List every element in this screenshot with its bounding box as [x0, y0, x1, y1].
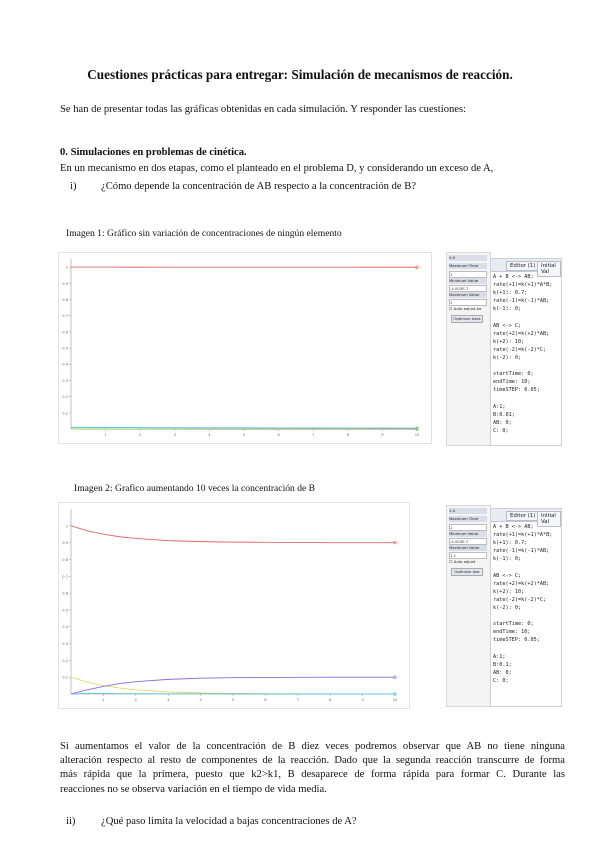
code-line: startTime: 0; [493, 371, 534, 378]
editor-code[interactable] [493, 273, 552, 435]
x-tick-label: 1 [104, 433, 107, 437]
code-line [493, 394, 552, 402]
x-tick-label: 10 [392, 698, 398, 702]
section-text: En un mecanismo en dos etapas, como el planteado en el problema D, y considerando un exceso de A, [60, 163, 494, 174]
figure-2-chart [58, 502, 410, 709]
code-line: rate(-2)=k(-2)*C; [493, 596, 547, 603]
conclusion-line: más rápida que la primera, puesto que k2>k1, B desaparece de forma rápida para formar C. Durante las [60, 769, 565, 781]
x-tick-label: 7 [312, 433, 315, 437]
code-line: rate(+2)=k(+2)*AB; [493, 580, 550, 587]
code-line [493, 612, 552, 620]
code-line: startTime: 0; [493, 621, 534, 628]
section-heading: 0. Simulaciones en problemas de cinética. [60, 147, 247, 158]
code-line: rate(-1)=k(-1)*AB; [493, 548, 550, 555]
code-line [493, 563, 552, 571]
y-tick-label: 0.5 [62, 346, 68, 351]
code-line: timeSTEP: 0.05; [493, 387, 540, 394]
question-2-text: ¿Qué paso limita la velocidad a bajas concentraciones de A? [101, 816, 357, 827]
x-tick-label: 5 [242, 433, 246, 437]
y-tick-label: 0.3 [62, 378, 68, 383]
code-line [493, 362, 552, 370]
x-tick-label: 6 [277, 433, 280, 437]
x-tick-label: 9 [361, 698, 364, 702]
code-line: C: 0; [493, 677, 509, 684]
code-line: A + B <-> AB; [493, 524, 534, 530]
tab-editor[interactable]: Editor (1) [506, 511, 539, 521]
question-1-number: i) [70, 181, 77, 192]
editor-code[interactable] [493, 523, 552, 685]
max-time-label: Maximum Time [449, 263, 487, 269]
y-tick-label: 0.3 [62, 642, 68, 647]
x-tick-label: 6 [264, 698, 267, 702]
code-line: AB: 0; [493, 419, 512, 426]
code-line: k(+1): 0.7; [493, 540, 528, 547]
tab-editor[interactable]: Editor (1) [506, 261, 539, 271]
code-line: rate(+2)=k(+2)*AB; [493, 330, 550, 337]
y-tick-label: 0.1 [62, 675, 68, 680]
x-tick-label: 9 [381, 433, 384, 437]
max-value-label: Maximum Value [449, 292, 487, 298]
conclusion-line: alteración respecto al resto de componentes de la reacción. Dado que la segunda reacción transcurre de forma [60, 755, 565, 767]
panel-label: 0.0 [449, 255, 487, 261]
figure-2-editor [490, 508, 562, 707]
optimize-axes-button[interactable]: Optimize Axes [451, 315, 483, 323]
code-line: endTime: 10; [493, 629, 531, 636]
min-value-label: Minimum Value [449, 278, 487, 284]
y-tick-label: 0.2 [62, 395, 68, 400]
code-line: rate(-1)=k(-1)*AB; [493, 298, 550, 305]
y-tick-label: 0.8 [62, 297, 68, 302]
code-line: endTime: 10; [493, 379, 531, 386]
y-tick-label: 0.8 [62, 557, 68, 562]
series-b-line [71, 677, 395, 694]
series-c-line [71, 677, 395, 694]
code-line: k(+2): 10; [493, 588, 525, 595]
optimize-axes-button[interactable]: Optimize Axe [451, 568, 483, 576]
code-line: A + B <-> AB; [493, 274, 534, 280]
auto-adjust-label: Auto adjust Ax [453, 306, 482, 311]
code-line: k(+2): 10; [493, 338, 525, 345]
code-line: k(-1): 0; [493, 306, 522, 313]
y-tick-label: 0.7 [62, 574, 68, 579]
figure-1-chart [58, 252, 432, 444]
y-tick-label: 0.4 [62, 625, 68, 630]
x-tick-label: 3 [173, 433, 176, 437]
y-tick-label: 0.5 [62, 608, 68, 613]
code-line: k(+1): 0.7; [493, 290, 528, 297]
y-tick-label: 0.6 [62, 330, 68, 335]
x-tick-label: 4 [199, 698, 202, 702]
x-tick-label: 4 [208, 433, 211, 437]
x-tick-label: 8 [329, 698, 332, 702]
code-line: A:1; [493, 403, 506, 410]
figure-1-editor [490, 258, 562, 446]
code-line: k(-2): 0; [493, 354, 522, 361]
x-tick-label: 8 [346, 433, 349, 437]
x-tick-label: 7 [296, 698, 299, 702]
max-value-label: Maximum Value [449, 545, 487, 551]
code-line: A:1; [493, 653, 506, 660]
max-value-input[interactable]: 1 [449, 299, 487, 306]
auto-adjust-label: Auto adjust [453, 559, 476, 564]
figure-2-caption: Imagen 2: Grafico aumentando 10 veces la concentración de B [74, 483, 316, 494]
x-tick-label: 3 [167, 698, 170, 702]
max-time-input[interactable]: 1 [449, 524, 487, 531]
code-line: B:0.01; [493, 411, 515, 418]
tab-initial-values[interactable]: Initial Val [537, 261, 561, 277]
auto-adjust-checkbox[interactable]: ☐ Auto adjust [449, 559, 476, 564]
code-line: rate(+1)=k(+1)*A*B; [493, 532, 553, 539]
code-line: C: 0; [493, 427, 509, 434]
code-line: AB <-> C; [493, 572, 522, 579]
figure-1-options-panel [446, 252, 491, 446]
auto-adjust-checkbox[interactable]: ☐ Auto adjust Ax [449, 306, 482, 311]
min-value-input[interactable]: -4.003E-7 [449, 538, 487, 545]
question-1-text: ¿Cómo depende la concentración de AB respecto a la concentración de B? [101, 181, 417, 192]
y-tick-label: 0.1 [62, 411, 68, 416]
x-tick-label: 10 [414, 433, 420, 437]
series-a-line [71, 526, 395, 543]
code-line: AB: 0; [493, 669, 512, 676]
y-tick-label: 0.6 [62, 591, 68, 596]
figure-2-options-panel [446, 505, 491, 707]
editor-tabs [491, 259, 561, 275]
panel-label: 1.0 [449, 508, 487, 514]
conclusion-paragraph [60, 740, 565, 797]
code-line [493, 313, 552, 321]
code-line: rate(-2)=k(-2)*C; [493, 346, 547, 353]
tab-initial-values[interactable]: Initial Val [537, 511, 561, 527]
conclusion-line: Si aumentamos el valor de la concentración de B diez veces podremos observar que AB no tiene ninguna [60, 741, 565, 752]
y-tick-label: 0.7 [62, 314, 68, 319]
x-tick-label: 1 [102, 698, 105, 702]
code-line: timeSTEP: 0.05; [493, 637, 540, 644]
code-line: k(-1): 0; [493, 556, 522, 563]
min-value-input[interactable]: -4.003E-7 [449, 285, 487, 292]
y-tick-label: 0.2 [62, 658, 68, 663]
y-tick-label: 1 [65, 265, 68, 270]
code-line: B:0.1; [493, 661, 512, 668]
figure-1-caption: Imagen 1: Gráfico sin variación de concentraciones de ningún elemento [66, 228, 342, 239]
y-tick-label: 0.9 [62, 541, 68, 546]
min-value-label: Minimum Value [449, 531, 487, 537]
x-tick-label: 2 [139, 433, 142, 437]
code-line: k(-2): 0; [493, 604, 522, 611]
conclusion-line: reacciones no se observa variación en el tiempo de vida media. [60, 783, 327, 795]
code-line: rate(+1)=k(+1)*A*B; [493, 282, 553, 289]
x-tick-label: 2 [134, 698, 137, 702]
max-time-input[interactable]: 1 [449, 271, 487, 278]
code-line [493, 644, 552, 652]
page-title: Cuestiones prácticas para entregar: Simulación de mecanismos de reacción. [87, 67, 513, 82]
intro-text: Se han de presentar todas las gráficas obtenidas en cada simulación. Y responder las cuestiones: [60, 104, 467, 115]
editor-tabs [491, 509, 561, 525]
x-tick-label: 5 [231, 698, 235, 702]
max-value-input[interactable]: 1.1 [449, 552, 487, 559]
y-tick-label: 0.4 [62, 362, 68, 367]
y-tick-label: 0.9 [62, 281, 68, 286]
y-tick-label: 1 [65, 524, 68, 529]
max-time-label: Maximum Time [449, 516, 487, 522]
question-2-number: ii) [66, 816, 76, 827]
code-line: AB <-> C; [493, 322, 522, 329]
